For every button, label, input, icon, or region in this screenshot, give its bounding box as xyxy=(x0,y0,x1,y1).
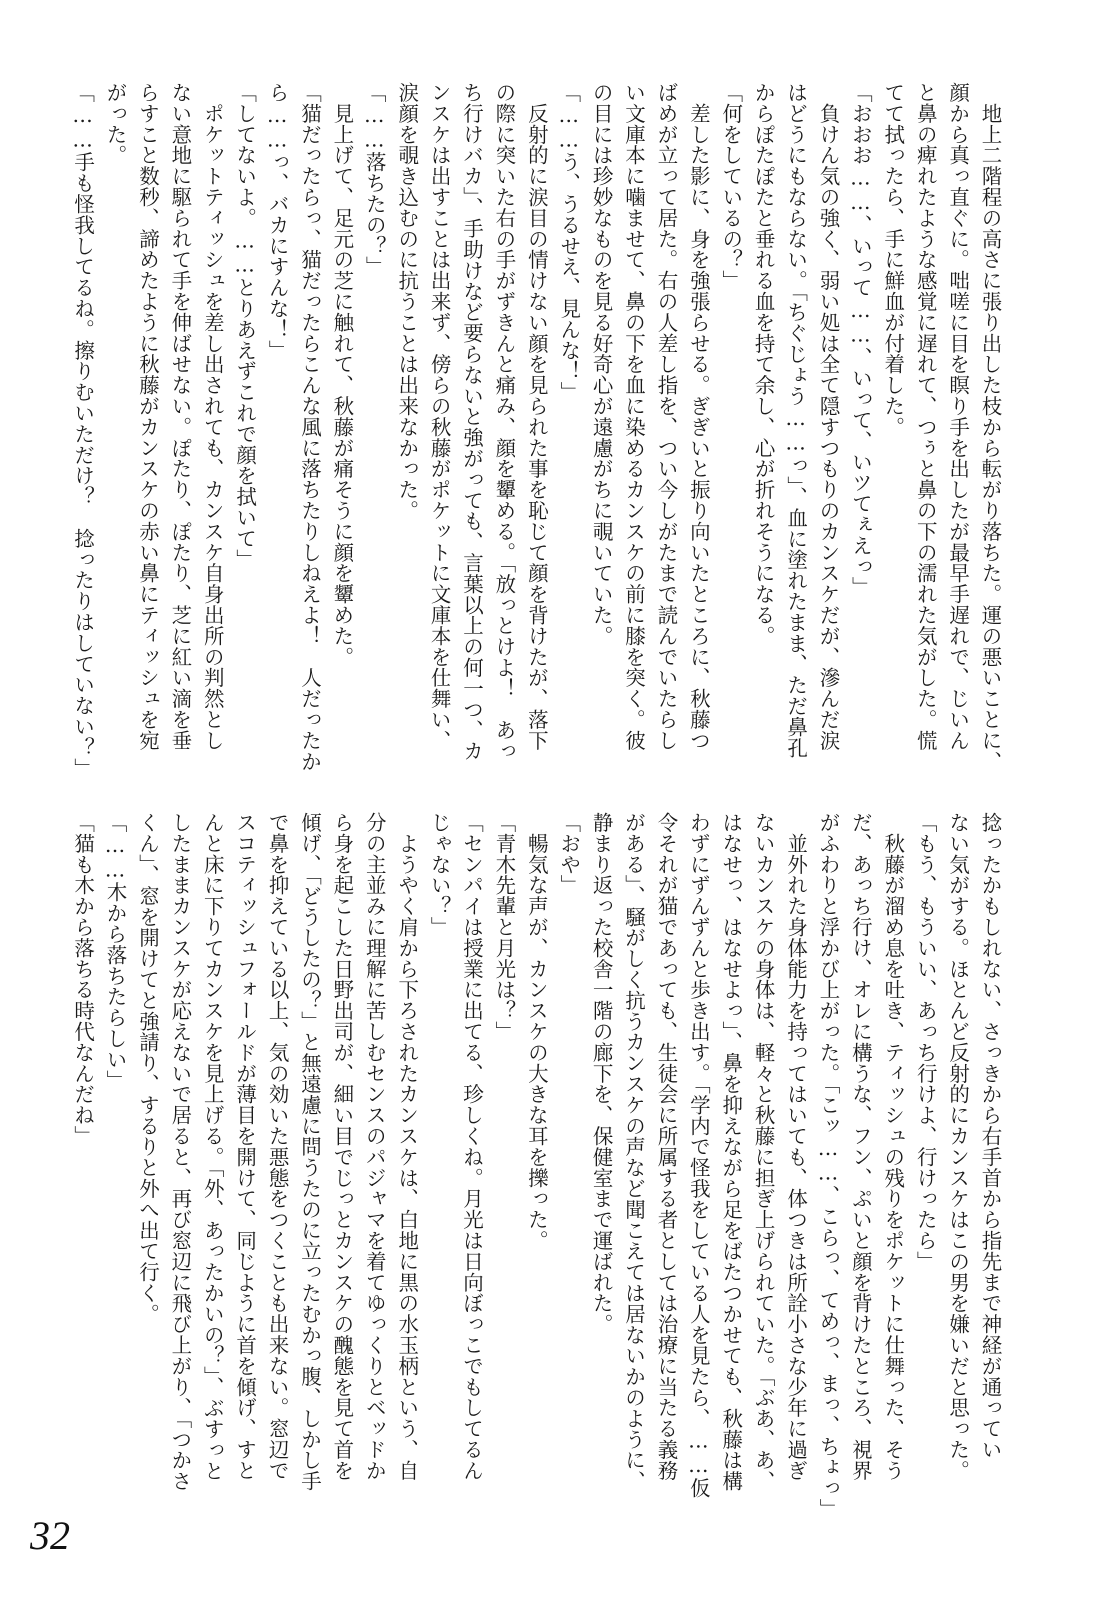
text-line: わずにずんずんと歩き出す。「学内で怪我をしている人を見たら、……仮 xyxy=(686,812,711,1499)
text-line: ンスケは出すことは出来ず、傍らの秋藤がポケットに文庫本を仕舞い、 xyxy=(427,82,452,751)
text-line: らすこと数秒、諦めたように秋藤がカンスケの赤い鼻にティッシュを宛 xyxy=(135,82,160,751)
text-line: ち行けバカ」、手助けなど要らないと強がっても、言葉以上の何一つ、カ xyxy=(459,82,484,762)
text-line: 差した影に、身を強張らせる。ぎぎいと振り向いたところに、秋藤つ xyxy=(686,82,711,751)
text-line: 反射的に涙目の情けない顔を見られた事を恥じて顔を背けたが、落下 xyxy=(524,82,549,751)
page-number: 32 xyxy=(30,1513,70,1558)
text-line: ら身を起こした日野出司が、細い目でじっとカンスケの醜態を見て首を xyxy=(329,812,354,1481)
text-line: がある」、騒がしく抗うカンスケの声など聞こえては居ないかのように、 xyxy=(621,812,646,1492)
text-line: 「おおお……、いって……、いって、いツてぇえっ」 xyxy=(848,82,873,598)
text-line: 令それが猫であっても、生徒会に所属する者としては治療に当たる義務 xyxy=(653,812,678,1481)
text-line: 「……落ちたの？」 xyxy=(362,82,387,278)
text-line: 負けん気の強く、弱い処は全て隠すつもりのカンスケだが、滲んだ涙 xyxy=(815,82,840,751)
text-line: 並外れた身体能力を持ってはいても、体つきは所詮小さな少年に過ぎ xyxy=(783,812,808,1481)
text-line: がった。 xyxy=(103,82,128,166)
text-line: 秋藤が溜め息を吐き、ティッシュの残りをポケットに仕舞った、そう xyxy=(880,812,905,1481)
text-line: ない意地に駆られて手を伸ばせない。ぽたり、ぽたり、芝に紅い滴を垂 xyxy=(167,82,192,751)
text-line: 「……木から落ちたらしい」 xyxy=(103,812,128,1091)
text-line: がふわりと浮かび上がった。「こッ……、こらっ、てめっ、まっ、ちょっ」 xyxy=(815,812,840,1520)
text-line: 「もう、もういい、あっち行けよ、行けったら」 xyxy=(913,812,938,1272)
text-line: 捻ったかもしれない、さっきから右手首から指先まで神経が通ってい xyxy=(978,812,1002,1460)
text-line: ようやく肩から下ろされたカンスケは、白地に黒の水玉柄という、自 xyxy=(394,812,419,1481)
text-line: 地上二階程の高さに張り出した枝から転がり落ちた。運の悪いことに、 xyxy=(978,82,1002,772)
text-line: 「センパイは授業に出てる、珍しくね。月光は日向ぼっこでもしてるん xyxy=(459,812,484,1481)
text-line: い文庫本に噛ませて、鼻の下を血に染めるカンスケの前に膝を突く。彼 xyxy=(621,82,646,751)
text-line: じゃない？」 xyxy=(427,812,452,938)
text-line: と鼻の痺れたような感覚に遅れて、つぅと鼻の下の濡れた気がした。慌 xyxy=(913,82,938,751)
text-line: で鼻を抑えている以上、気の効いた悪態をつくことも出来ない。窓辺で xyxy=(265,812,290,1481)
text-line: 涙顔を覗き込むのに抗うことは出来なかった。 xyxy=(394,82,419,521)
text-line: 「何をしているの？」 xyxy=(718,82,743,291)
text-line: んと床に下りてカンスケを見上げる。「外、あったかいの？」、ぶすっと xyxy=(200,812,225,1482)
text-line: 暢気な声が、カンスケの大きな耳を擽った。 xyxy=(524,812,549,1251)
text-line: 静まり返った校舎一階の廊下を、保健室まで運ばれた。 xyxy=(589,812,614,1335)
text-line: ら……っ、バカにすんな！」 xyxy=(265,82,290,361)
text-line: したままカンスケが応えないで居ると、再び窓辺に飛び上がり、「つかさ xyxy=(167,812,192,1492)
text-line: 分の主並みに理解に苦しむセンスのパジャマを着てゆっくりとベッドか xyxy=(362,812,387,1481)
text-line: ばめが立って居た。右の人差し指を、つい今しがたまで読んでいたらし xyxy=(653,82,678,751)
text-line: 「してないよ。……とりあえずこれで顔を拭いて」 xyxy=(232,82,257,570)
text-line: ない気がする。ほとんど反射的にカンスケはこの男を嫌いだと思った。 xyxy=(945,812,970,1481)
text-line: はどうにもならない。「ちぐじょう……っ」、血に塗れたまま、ただ鼻孔 xyxy=(783,82,808,759)
text-line: 見上げて、足元の芝に触れて、秋藤が痛そうに顔を顰めた。 xyxy=(329,82,354,668)
text-line: 「……う、うるせえ、見んな！」 xyxy=(556,82,581,403)
text-line: 傾げ、「どうしたの？」と無遠慮に問うたのに立ったむかっ腹、しかし手 xyxy=(297,812,322,1492)
text-block-lower xyxy=(70,812,1006,1530)
text-line: てて拭ったら、手に鮮血が付着した。 xyxy=(880,82,905,438)
text-line: スコティッシュフォールドが薄目を開けて、同じように首を傾げ、すと xyxy=(232,812,257,1481)
text-line: ないカンスケの身体は、軽々と秋藤に担ぎ上げられていた。「ぶあ、あ、 xyxy=(751,812,776,1492)
text-line: はなせっ、はなせよっ」、鼻を抑えながら足をばたつかせても、秋藤は構 xyxy=(718,812,743,1492)
text-line: からぽたぽたと垂れる血を持て余し、心が折れそうになる。 xyxy=(751,82,776,647)
text-line: の際に突いた右の手がずきんと痛み、顔を顰める。「放っとけよ！ あっ xyxy=(491,82,516,762)
text-line: くん」、窓を開けてと強請り、するりと外へ出て行く。 xyxy=(135,812,160,1325)
text-line: ポケットティッシュを差し出されても、カンスケ自身出所の判然とし xyxy=(200,82,225,751)
text-line: だ、あっち行け、オレに構うな、フン、ぷいと顔を背けたところ、視界 xyxy=(848,812,873,1481)
text-line: 「猫だったらっ、猫だったらこんな風に落ちたりしねえよ！ 人だったか xyxy=(297,82,322,772)
text-line: 「青木先輩と月光は？」 xyxy=(491,812,516,1042)
text-line: 「……手も怪我してるね。擦りむいただけ？ 捻ったりはしていない？」 xyxy=(70,82,95,779)
text-block-upper xyxy=(70,82,1006,802)
text-line: の目には珍妙なものを見る好奇心が遠慮がちに覗いていた。 xyxy=(589,82,614,647)
text-line: 「おや」 xyxy=(556,812,581,896)
text-line: 「猫も木から落ちる時代なんだね」 xyxy=(70,812,95,1147)
text-line: 顔から真っ直ぐに。咄嗟に目を瞑り手を出したが最早手遅れで、じいん xyxy=(945,82,970,751)
